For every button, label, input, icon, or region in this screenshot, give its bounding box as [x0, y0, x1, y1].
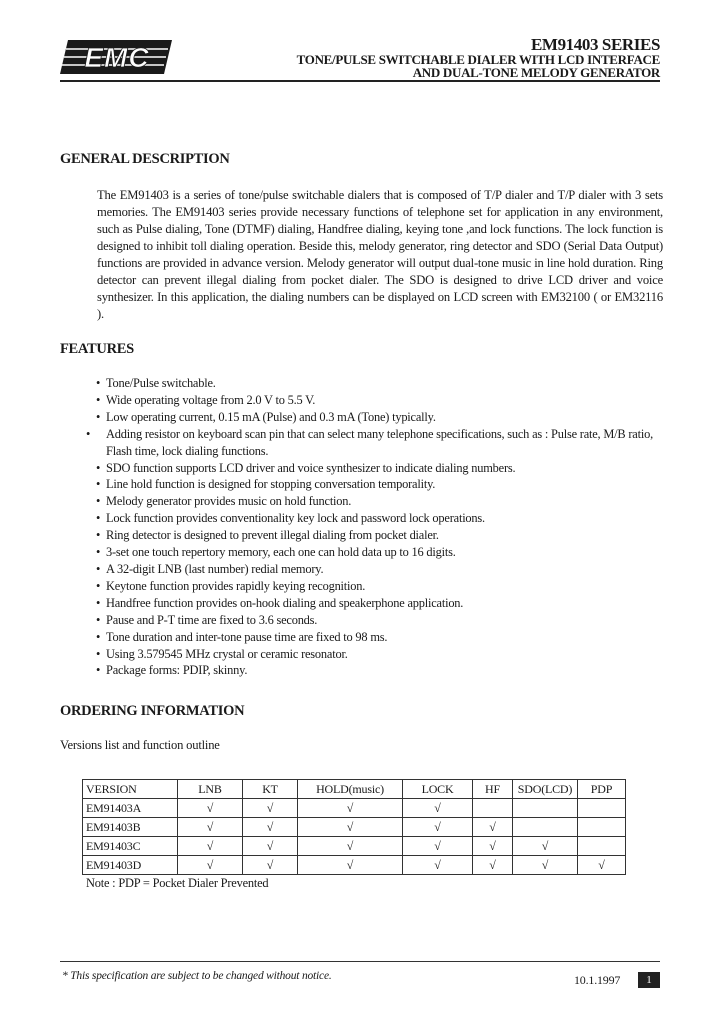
feature-item: • Melody generator provides music on hold function.	[96, 494, 352, 509]
ordering-information-heading: ORDERING INFORMATION	[60, 703, 245, 719]
table-cell: EM91403C	[83, 837, 178, 856]
column-header: HOLD(music)	[298, 780, 403, 799]
table-cell: √	[243, 856, 298, 875]
table-cell: √	[298, 799, 403, 818]
table-cell: √	[473, 837, 513, 856]
feature-item: • Tone duration and inter-tone pause time are fixed to 98 ms.	[96, 629, 388, 644]
bullet-icon: •	[96, 646, 101, 661]
bullet-icon: •	[96, 612, 101, 627]
table-cell: EM91403A	[83, 799, 178, 818]
table-cell	[578, 799, 626, 818]
table-row	[83, 856, 626, 875]
emc-logo	[60, 40, 172, 74]
general-description-text: The EM91403 is a series of tone/pulse switchable dialers that is composed of T/P dialer and T/P dialer with 3 sets memories. The EM91403 series provide necessary functions of telephone set for application in any environment, such as Pulse dialing, Tone (DTMF) dialing, Handfree dialing, keying tone ,and lock functions. The lock function is designed to inhibit toll dialing operation. Beside this, melody generator, ring detector and SDO (Serial Data Output) functions are provided in advance version. Melody generator will output dual-tone music in line hold duration. Ring detector can prevent illegal dialing from pocket dialer. The SDO is designed to drive LCD driver and voice synthesizer. In this application, the dialing numbers can be displayed on LCD screen with EM32100 ( or EM32116 ).	[97, 188, 663, 321]
feature-item: • Using 3.579545 MHz crystal or ceramic resonator.	[96, 646, 348, 661]
table-cell	[513, 799, 578, 818]
table-cell: EM91403D	[83, 856, 178, 875]
footer-disclaimer: * This specification are subject to be changed without notice.	[62, 970, 332, 982]
table-cell: √	[473, 856, 513, 875]
bullet-icon: •	[96, 561, 101, 576]
bullet-icon: •	[96, 376, 101, 390]
column-header: HF	[473, 780, 513, 799]
table-cell: √	[243, 837, 298, 856]
features-list	[86, 375, 666, 679]
table-cell: √	[243, 799, 298, 818]
versions-table	[82, 779, 626, 875]
feature-item: • A 32-digit LNB (last number) redial memory.	[96, 561, 324, 576]
feature-item: • 3-set one touch repertory memory, each one can hold data up to 16 digits.	[96, 545, 456, 560]
feature-item: • Low operating current, 0.15 mA (Pulse) and 0.3 mA (Tone) typically.	[96, 409, 436, 424]
document-subtitle-line-1: TONE/PULSE SWITCHABLE DIALER WITH LCD INTERFACE	[296, 52, 660, 67]
feature-item: • Line hold function is designed for stopping conversation temporality.	[96, 477, 436, 492]
page-number: 1	[638, 972, 660, 988]
table-cell: √	[178, 837, 243, 856]
table-cell: √	[513, 856, 578, 875]
bullet-icon: •	[96, 629, 101, 644]
table-cell: √	[243, 818, 298, 837]
document-subtitle-line-2: AND DUAL-TONE MELODY GENERATOR	[412, 65, 660, 80]
svg-text:EMC: EMC	[84, 42, 150, 73]
feature-item: • Tone/Pulse switchable.	[96, 376, 216, 390]
column-header: VERSION	[83, 780, 178, 799]
bullet-icon: •	[96, 409, 101, 424]
feature-item: • Handfree function provides on-hook dialing and speakerphone application.	[96, 595, 464, 610]
table-cell	[473, 799, 513, 818]
table-row	[83, 837, 626, 856]
bullet-icon: •	[96, 460, 101, 475]
table-cell: √	[178, 818, 243, 837]
table-cell: EM91403B	[83, 818, 178, 837]
table-cell	[578, 818, 626, 837]
table-note: Note : PDP = Pocket Dialer Prevented	[86, 876, 269, 890]
bullet-icon: •	[96, 477, 101, 492]
header-rule	[60, 80, 660, 82]
table-cell	[578, 837, 626, 856]
bullet-icon: •	[96, 392, 101, 407]
feature-item: • Ring detector is designed to prevent illegal dialing from pocket dialer.	[96, 528, 439, 543]
versions-subheading: Versions list and function outline	[60, 738, 220, 752]
table-cell	[513, 818, 578, 837]
table-cell: √	[403, 856, 473, 875]
footer-rule	[60, 961, 660, 962]
table-header-row	[83, 780, 626, 799]
features-heading: FEATURES	[60, 341, 134, 357]
feature-item: • Adding resistor on keyboard scan pin that can select many telephone specifications, such as : Pulse rate, M/B ratio, Flash time, lock dialing functions.	[86, 426, 653, 458]
column-header: KT	[243, 780, 298, 799]
bullet-icon: •	[96, 545, 101, 560]
table-cell: √	[298, 856, 403, 875]
table-cell: √	[513, 837, 578, 856]
table-cell: √	[403, 818, 473, 837]
table-cell: √	[178, 856, 243, 875]
table-cell: √	[403, 837, 473, 856]
column-header: SDO(LCD)	[513, 780, 578, 799]
table-cell: √	[473, 818, 513, 837]
feature-item: • Keytone function provides rapidly keying recognition.	[96, 578, 366, 593]
table-row	[83, 799, 626, 818]
table-cell: √	[298, 837, 403, 856]
feature-item: • Wide operating voltage from 2.0 V to 5.5 V.	[96, 392, 316, 407]
column-header: PDP	[578, 780, 626, 799]
document-series-title: EM91403 SERIES	[530, 35, 660, 54]
bullet-icon: •	[96, 663, 101, 678]
general-description-heading: GENERAL DESCRIPTION	[60, 151, 230, 167]
feature-item: • Package forms: PDIP, skinny.	[96, 663, 248, 678]
bullet-icon: •	[86, 426, 91, 441]
table-cell: √	[178, 799, 243, 818]
feature-item: • SDO function supports LCD driver and voice synthesizer to indicate dialing numbers.	[96, 460, 516, 475]
bullet-icon: •	[96, 511, 101, 526]
table-row	[83, 818, 626, 837]
footer-date: 10.1.1997	[574, 973, 621, 987]
table-cell: √	[403, 799, 473, 818]
feature-item: • Pause and P-T time are fixed to 3.6 seconds.	[96, 612, 318, 627]
feature-item: • Lock function provides conventionality key lock and password lock operations.	[96, 511, 485, 526]
column-header: LNB	[178, 780, 243, 799]
column-header: LOCK	[403, 780, 473, 799]
table-cell: √	[578, 856, 626, 875]
bullet-icon: •	[96, 528, 101, 543]
bullet-icon: •	[96, 578, 101, 593]
table-cell: √	[298, 818, 403, 837]
bullet-icon: •	[96, 494, 101, 509]
bullet-icon: •	[96, 595, 101, 610]
